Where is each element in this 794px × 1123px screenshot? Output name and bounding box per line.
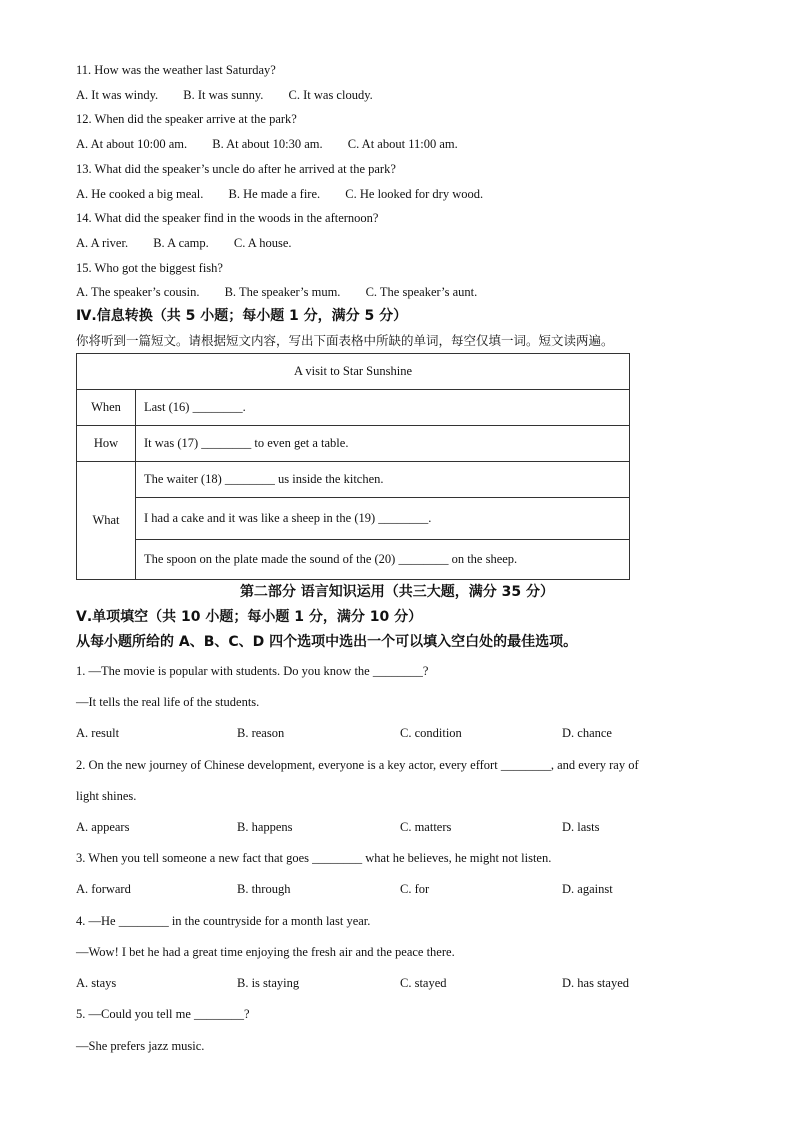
- section-5-instruction: 从每小题所给的 A、B、C、D 四个选项中选出一个可以填入空白处的最佳选项。: [76, 634, 578, 650]
- option-b: B. The speaker’s mum.: [224, 285, 341, 299]
- question-11: 11. How was the weather last Saturday?: [76, 63, 276, 77]
- grammar-question-1-reply: —It tells the real life of the students.: [76, 695, 260, 709]
- option-a: A. He cooked a big meal.: [76, 187, 204, 201]
- grammar-question-3: 3. When you tell someone a new fact that goes ________ what he believes, he might not listen.: [76, 851, 552, 865]
- option-a: A. appears: [76, 820, 130, 834]
- option-c: C. It was cloudy.: [288, 88, 373, 102]
- row-what-2: I had a cake and it was like a sheep in the (19) ________.: [136, 498, 630, 540]
- grammar-question-2: 2. On the new journey of Chinese development, everyone is a key actor, every effort ________, and every ray of: [76, 758, 639, 772]
- row-when: Last (16) ________.: [136, 390, 630, 426]
- option-b: B. He made a fire.: [228, 187, 321, 201]
- option-b: B. It was sunny.: [183, 88, 264, 102]
- info-table: [76, 353, 630, 580]
- option-b: B. happens: [237, 820, 293, 834]
- option-d: D. lasts: [562, 820, 600, 834]
- option-a: A. The speaker’s cousin.: [76, 285, 200, 299]
- row-label-how: How: [77, 426, 136, 462]
- option-c: C. The speaker’s aunt.: [365, 285, 478, 299]
- section-4-instruction: 你将听到一篇短文。请根据短文内容，写出下面表格中所缺的单词，每空仅填一词。短文读两遍。: [76, 333, 614, 348]
- row-how: It was (17) ________ to even get a table.: [136, 426, 630, 462]
- option-d: D. against: [562, 882, 613, 896]
- option-c: C. At about 11:00 am.: [347, 137, 458, 151]
- grammar-question-5: 5. —Could you tell me ________?: [76, 1007, 250, 1021]
- row-what-1: The waiter (18) ________ us inside the kitchen.: [136, 462, 630, 498]
- grammar-question-2-cont: light shines.: [76, 789, 137, 803]
- option-d: D. chance: [562, 726, 612, 740]
- table-title: A visit to Star Sunshine: [77, 354, 630, 390]
- option-c: C. matters: [400, 820, 452, 834]
- section-5-heading: Ⅴ.单项填空（共 10 小题；每小题 1 分，满分 10 分）: [76, 609, 423, 625]
- option-b: B. is staying: [237, 976, 300, 990]
- question-14-options: [76, 235, 292, 251]
- option-b: B. At about 10:30 am.: [212, 137, 323, 151]
- option-c: C. stayed: [400, 976, 447, 990]
- question-11-options: [76, 87, 373, 103]
- option-b: B. reason: [237, 726, 285, 740]
- option-b: B. A camp.: [153, 236, 209, 250]
- question-12-options: [76, 136, 458, 152]
- option-a: A. stays: [76, 976, 117, 990]
- option-a: A. result: [76, 726, 120, 740]
- grammar-question-4: 4. —He ________ in the countryside for a month last year.: [76, 914, 371, 928]
- question-15-options: [76, 284, 477, 300]
- option-b: B. through: [237, 882, 291, 896]
- row-label-when: When: [77, 390, 136, 426]
- question-13-options: [76, 186, 483, 202]
- option-c: C. for: [400, 882, 430, 896]
- grammar-question-4-reply: —Wow! I bet he had a great time enjoying the fresh air and the peace there.: [76, 945, 455, 959]
- option-c: C. He looked for dry wood.: [345, 187, 484, 201]
- option-d: D. has stayed: [562, 976, 629, 990]
- question-12: 12. When did the speaker arrive at the park?: [76, 112, 297, 126]
- section-4-heading: Ⅳ.信息转换（共 5 小题；每小题 1 分，满分 5 分）: [76, 308, 408, 324]
- row-what-3: The spoon on the plate made the sound of the (20) ________ on the sheep.: [136, 540, 630, 580]
- grammar-question-1: 1. —The movie is popular with students. Do you know the ________?: [76, 664, 429, 678]
- option-c: C. condition: [400, 726, 462, 740]
- option-a: A. It was windy.: [76, 88, 159, 102]
- option-a: A. forward: [76, 882, 131, 896]
- grammar-question-5-reply: —She prefers jazz music.: [76, 1039, 205, 1053]
- part-2-heading: 第二部分 语言知识运用（共三大题，满分 35 分）: [239, 584, 555, 600]
- option-a: A. At about 10:00 am.: [76, 137, 188, 151]
- question-15: 15. Who got the biggest fish?: [76, 261, 223, 275]
- row-label-what: What: [77, 462, 136, 580]
- option-c: C. A house.: [233, 236, 292, 250]
- option-a: A. A river.: [76, 236, 129, 250]
- question-13: 13. What did the speaker’s uncle do after he arrived at the park?: [76, 162, 396, 176]
- question-14: 14. What did the speaker find in the woods in the afternoon?: [76, 211, 379, 225]
